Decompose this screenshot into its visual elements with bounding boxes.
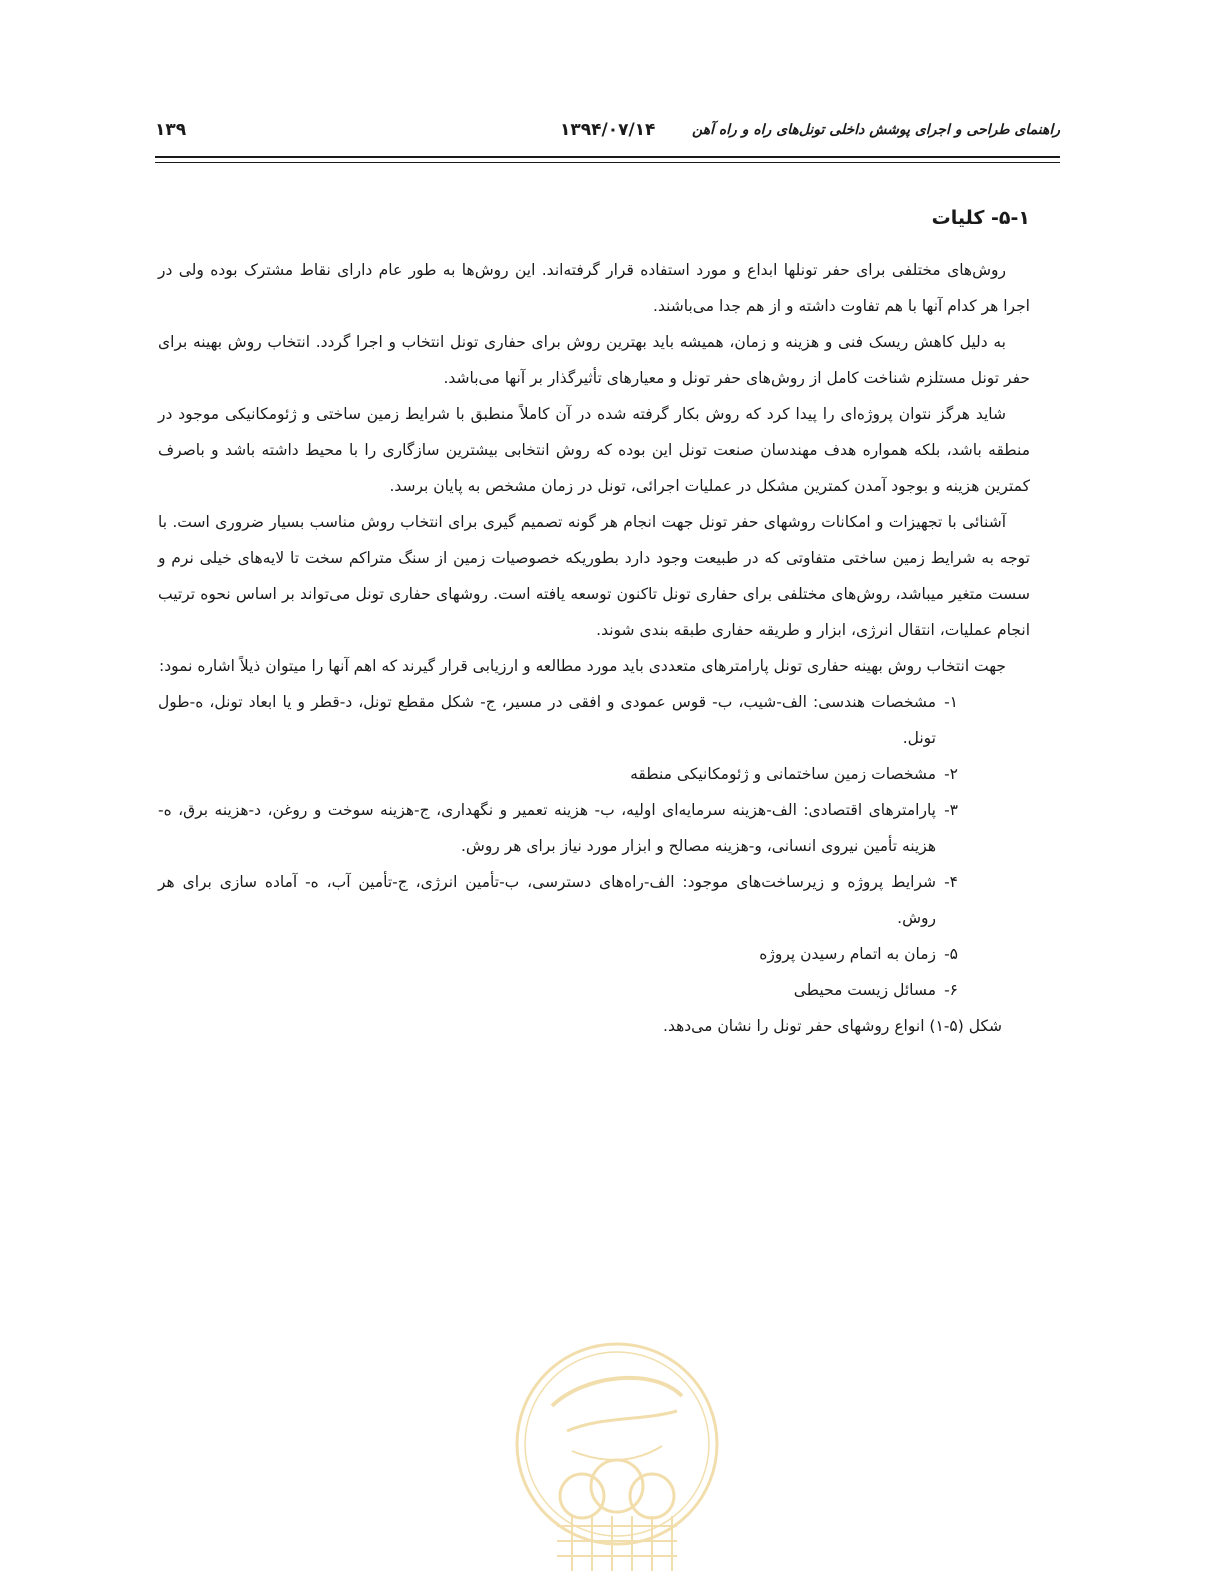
list-item <box>158 936 1030 972</box>
list-item-number: ۳- <box>944 801 958 819</box>
list-item-text: پارامترهای اقتصادی: الف-هزینه سرمایه‌ای اولیه، ب- هزینه تعمیر و نگهداری، ج-هزینه سوخت و روغن، د-هزینه برق، ه-هزینه تأمین نیروی انسانی، و-هزینه مصالح و ابزار مورد نیاز برای هر روش. <box>158 801 936 855</box>
list-item-number: ۱- <box>944 693 958 711</box>
book-title: راهنمای طراحی و اجرای پوشش داخلی تونل‌های راه و راه آهن <box>692 122 1060 138</box>
paragraph-intro: روش‌های مختلفی برای حفر تونلها ابداع و مورد استفاده قرار گرفته‌اند. این روش‌ها به طور عام دارای نقاط مشترک بوده ولی در اجرا هر کدام آنها با هم تفاوت داشته و از هم جدا می‌باشند. <box>158 261 1030 315</box>
list-item <box>158 972 1030 1008</box>
list-item-number: ۶- <box>944 981 958 999</box>
page-body <box>158 200 1030 1044</box>
list-item-text: شرایط پروژه و زیرساخت‌های موجود: الف-راه‌های دسترسی، ب-تأمین انرژی، ج-تأمین آب، ه- آماده سازی برای هر روش. <box>158 873 936 927</box>
document-date: ۱۳۹۴/۰۷/۱۴ <box>560 120 656 140</box>
page-number: ۱۳۹ <box>155 120 187 140</box>
paragraph-equipment: آشنائی با تجهیزات و امکانات روشهای حفر تونل جهت انجام هر گونه تصمیم گیری برای انتخاب روش مناسب بسیار ضروری است. با توجه به شرایط زمین ساختی متفاوتی که در طبیعت وجود دارد بطوریکه خصوصیات زمین از سنگ متراکم سخت تا لایه‌های خیلی نرم و سست متغیر میباشد، روش‌های مختلفی برای حفاری تونل تاکنون توسعه یافته است. روشهای حفاری تونل می‌تواند بر اساس نحوه ترتیب انجام عملیات، انتقال انرژی، ابزار و طریقه حفاری طبقه بندی شوند. <box>158 513 1030 639</box>
header-rule-thin <box>155 162 1060 163</box>
list-item-text: مسائل زیست محیطی <box>793 981 936 999</box>
list-item <box>158 756 1030 792</box>
page-header <box>155 118 1060 150</box>
paragraph-project: شاید هرگز نتوان پروژه‌ای را پیدا کرد که روش بکار گرفته شده در آن کاملاً منطبق با شرایط زمین ساختی و ژئومکانیکی موجود در منطقه باشد، بلکه همواره هدف مهندسان صنعت تونل این بوده که روش انتخابی بیشترین سازگاری را با محیط داشته باشد و باصرف کمترین هزینه و بوجود آمدن کمترین مشکل در عملیات اجرائی، تونل در زمان مشخص به پایان برسد. <box>158 405 1030 495</box>
header-rule-thick <box>155 156 1060 158</box>
parameter-list <box>158 684 1030 1008</box>
list-item <box>158 684 1030 756</box>
list-item-text: مشخصات هندسی: الف-شیب، ب- قوس عمودی و افقی در مسیر، ج- شکل مقطع تونل، د-قطر و یا ابعاد تونل، ه-طول تونل. <box>158 693 936 747</box>
paragraph-parameters: جهت انتخاب روش بهینه حفاری تونل پارامترهای متعددی باید مورد مطالعه و ارزیابی قرار گیرند که اهم آنها را میتوان ذیلاً اشاره نمود: <box>158 657 1006 675</box>
section-title: ۵-۱- کلیات <box>931 207 1030 229</box>
paragraph-risk: به دلیل کاهش ریسک فنی و هزینه و زمان، همیشه باید بهترین روش برای حفاری تونل انتخاب و اجرا گردد. انتخاب روش بهینه برای حفر تونل مستلزم شناخت کامل از روش‌های حفر تونل و معیارهای تأثیرگذار بر آنها می‌باشد. <box>158 333 1030 387</box>
list-item <box>158 864 1030 936</box>
list-item-number: ۵- <box>944 945 958 963</box>
list-item-text: مشخصات زمین ساختمانی و ژئومکانیکی منطقه <box>630 765 936 783</box>
list-item <box>158 792 1030 864</box>
list-item-number: ۴- <box>944 873 958 891</box>
figure-caption: شکل (۵-۱) انواع روشهای حفر تونل را نشان می‌دهد. <box>663 1017 1002 1035</box>
publisher-seal-watermark-icon <box>512 1336 722 1584</box>
list-item-number: ۲- <box>944 765 958 783</box>
list-item-text: زمان به اتمام رسیدن پروژه <box>759 945 936 963</box>
